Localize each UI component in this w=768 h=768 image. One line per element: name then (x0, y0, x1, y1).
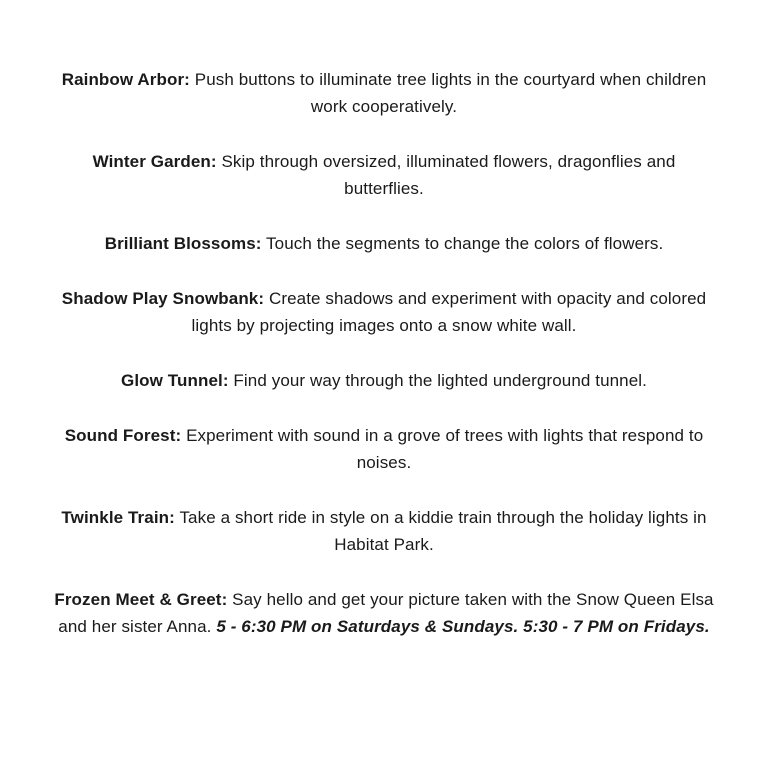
attraction-description: Touch the segments to change the colors of flowers. (266, 234, 664, 253)
attraction-entry-rainbow-arbor (54, 66, 714, 120)
attraction-title: Brilliant Blossoms: (104, 234, 262, 253)
attraction-entry-frozen-meet-and-greet (54, 586, 714, 640)
attraction-title: Shadow Play Snowbank: (61, 289, 265, 308)
attraction-title: Glow Tunnel: (121, 371, 229, 390)
attraction-description: Say hello and get your picture taken with the Snow Queen Elsa and her sister Anna. (58, 590, 714, 636)
attraction-entry-twinkle-train (54, 504, 714, 558)
attraction-entry-glow-tunnel (54, 367, 714, 394)
attraction-title: Twinkle Train: (61, 508, 175, 527)
attraction-description: Take a short ride in style on a kiddie train through the holiday lights in Habitat Park. (179, 508, 707, 554)
attraction-description: Skip through oversized, illuminated flowers, dragonflies and butterflies. (221, 152, 676, 198)
attractions-list (54, 0, 714, 640)
attraction-description: Find your way through the lighted underground tunnel. (233, 371, 647, 390)
attraction-title: Winter Garden: (92, 152, 217, 171)
attraction-entry-brilliant-blossoms (54, 230, 714, 257)
attraction-title: Sound Forest: (64, 426, 182, 445)
attraction-description: Experiment with sound in a grove of trees with lights that respond to noises. (186, 426, 704, 472)
attraction-description: Create shadows and experiment with opacity and colored lights by projecting images onto a snow white wall. (191, 289, 707, 335)
attraction-description: Push buttons to illuminate tree lights in the courtyard when children work cooperatively. (194, 70, 707, 116)
attraction-schedule: 5 - 6:30 PM on Saturdays & Sundays. 5:30 - 7 PM on Fridays. (216, 617, 710, 636)
attraction-entry-sound-forest (54, 422, 714, 476)
attraction-entry-winter-garden (54, 148, 714, 202)
attraction-entry-shadow-play-snowbank (54, 285, 714, 339)
attraction-title: Rainbow Arbor: (61, 70, 190, 89)
attraction-title: Frozen Meet & Greet: (54, 590, 228, 609)
